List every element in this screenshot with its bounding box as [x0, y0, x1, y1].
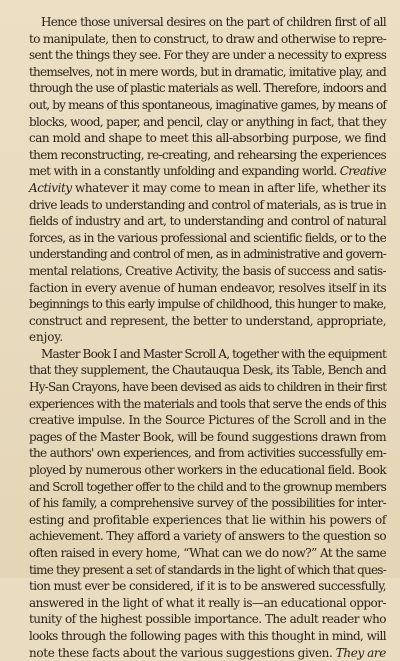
text-line	[17, 479, 386, 496]
text-line	[17, 313, 386, 330]
text-line	[17, 445, 386, 462]
line-text: construct and represent, the better to understand, appropriate,	[29, 313, 386, 328]
text-line	[17, 80, 386, 97]
line-text: note these facts about the various suggestions given.	[29, 645, 333, 660]
line-text: blocks, wood, paper, and pencil, clay or anything in fact, that they	[29, 114, 386, 129]
text-line	[17, 147, 386, 164]
line-text: often raised in every home, “What can we do now?” At the same	[29, 546, 386, 560]
text-line	[17, 528, 386, 545]
text-line	[17, 97, 386, 114]
text-line	[17, 114, 386, 131]
line-text: pages of the Master Book, will be found suggestions drawn from	[29, 429, 386, 444]
line-text: out, by means of this spontaneous, imaginative games, by means of	[29, 97, 386, 112]
text-line	[17, 296, 386, 313]
text-line	[17, 595, 386, 612]
line-text: beginnings to this early impulse of childhood, this hunger to make,	[29, 297, 386, 312]
text-line	[17, 31, 386, 48]
line-text: forces, as in the various professional and scientific fields, or to the	[29, 230, 386, 245]
text-line	[17, 163, 386, 180]
line-text: time they present a set of standards in the light of which that ques-	[29, 562, 386, 577]
text-line	[17, 230, 386, 247]
line-text: creative impulse. In the Source Pictures of the Scroll and in the	[29, 413, 386, 428]
line-text: Hy-San Crayons, have been devised as aids to children in their first	[29, 380, 387, 395]
text-line	[17, 611, 386, 628]
line-text: whatever it may come to mean in after life, whether its	[71, 180, 386, 195]
line-text: understanding and control of men, as in administrative and govern-	[29, 247, 386, 262]
text-line	[17, 412, 386, 429]
text-line	[17, 628, 386, 645]
line-text: mental relations, Creative Activity, the basis of success and satis-	[29, 263, 386, 278]
line-text: Hence those universal desires on the part of children first of all	[41, 15, 386, 29]
text-line	[17, 329, 386, 346]
text-line	[17, 346, 386, 363]
paragraph	[17, 14, 386, 346]
line-text: and Scroll together offer to the child and to the grownup members	[29, 479, 386, 494]
body-text	[17, 14, 386, 661]
line-text: them reconstructing, re-creating, and rehearsing the experiences	[29, 147, 386, 162]
line-text: enjoy.	[29, 330, 64, 345]
text-line	[17, 280, 386, 297]
line-text: faction in every avenue of human endeavor, resolves itself in its	[29, 280, 387, 295]
italic-text: Creative	[339, 164, 387, 179]
line-text: sent the things they see. For they are under a necessity to express	[29, 48, 387, 63]
line-text: themselves, not in mere words, but in dramatic, imitative play, and	[29, 64, 386, 79]
text-line	[17, 495, 386, 512]
text-line	[17, 562, 386, 579]
line-text: looks through the following pages with this thought in mind, will	[29, 628, 386, 643]
text-line	[17, 263, 386, 280]
line-text: drive leads to understanding and control of materials, as is true in	[29, 197, 386, 212]
text-line	[17, 180, 386, 197]
line-text: through the use of plastic materials as well. Therefore, indoors and	[29, 81, 387, 96]
line-text: achievement. They afford a variety of answers to the question so	[29, 529, 386, 544]
line-text: tion must ever be considered, if it is to be answered successfully,	[29, 579, 386, 594]
line-text: to manipulate, then to construct, to draw and otherwise to repre-	[29, 31, 387, 46]
line-text: of his family, a comprehensive survey of the possibilities for inter-	[29, 496, 386, 511]
line-text: answered in the light of what it really is—an educational oppor-	[29, 595, 386, 610]
line-text: experiences with the materials and tools that serve the ends of this	[29, 396, 386, 411]
text-line	[17, 379, 386, 396]
text-line	[17, 645, 386, 661]
text-line	[17, 429, 386, 446]
text-line	[17, 130, 386, 147]
text-line	[17, 197, 386, 214]
line-text: fields of industry and art, to understanding and control of natural	[29, 214, 386, 229]
text-line	[17, 396, 386, 413]
text-line	[17, 512, 386, 529]
line-text: can mold and shape to meet this all-absorbing purpose, we find	[29, 131, 386, 146]
text-line	[17, 64, 386, 81]
text-line	[17, 545, 386, 562]
text-line	[17, 213, 386, 230]
italic-text: They are	[335, 645, 387, 660]
text-line	[17, 246, 386, 263]
text-line	[17, 14, 386, 31]
text-line	[17, 462, 386, 479]
line-text: tunity of the highest possible importance. The adult reader who	[29, 612, 386, 627]
text-line	[17, 47, 386, 64]
paragraph	[17, 346, 386, 661]
line-text: that they supplement, the Chautauqua Desk, its Table, Bench and	[29, 363, 386, 378]
line-text: ployed by numerous other workers in the educational field. Book	[29, 463, 386, 478]
line-text: met with in a constantly unfolding and expanding world.	[29, 164, 337, 179]
line-text: Master Book I and Master Scroll A, together with the equipment	[41, 346, 387, 361]
text-line	[17, 578, 386, 595]
text-line	[17, 362, 386, 379]
line-text: esting and profitable experiences that lie within his powers of	[29, 512, 386, 527]
italic-text: Activity	[29, 180, 72, 195]
line-text: the authors' own experiences, and from activities successfully em-	[29, 446, 386, 461]
